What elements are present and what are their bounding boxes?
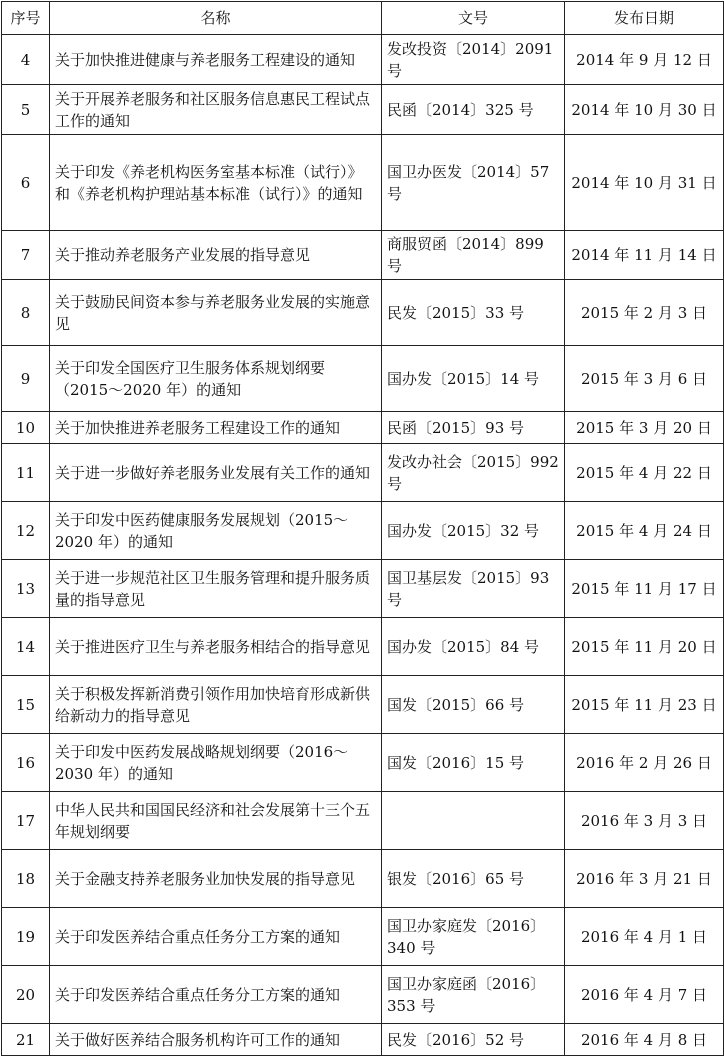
cell-no: 13	[2, 560, 50, 618]
header-date: 发布日期	[565, 2, 724, 35]
table-header	[2, 2, 724, 35]
cell-date: 2015 年 4 月 22 日	[565, 444, 724, 502]
cell-no: 19	[2, 908, 50, 966]
table-row	[2, 444, 724, 502]
cell-name: 关于印发中医药发展战略规划纲要（2016～2030 年）的通知	[50, 734, 382, 792]
cell-date: 2015 年 2 月 3 日	[565, 280, 724, 346]
cell-date: 2015 年 11 月 23 日	[565, 676, 724, 734]
cell-no: 7	[2, 231, 50, 280]
cell-doc	[382, 792, 565, 850]
cell-no: 10	[2, 412, 50, 444]
table-row	[2, 908, 724, 966]
cell-name: 关于印发《养老机构医务室基本标准（试行）》和《养老机构护理站基本标准（试行）》的通知	[50, 135, 382, 231]
cell-no: 14	[2, 618, 50, 676]
cell-name: 关于印发医养结合重点任务分工方案的通知	[50, 908, 382, 966]
cell-doc: 民函〔2015〕93 号	[382, 412, 565, 444]
cell-no: 16	[2, 734, 50, 792]
cell-no: 18	[2, 850, 50, 908]
cell-doc: 国卫基层发〔2015〕93 号	[382, 560, 565, 618]
cell-doc: 国发〔2015〕66 号	[382, 676, 565, 734]
table-row	[2, 135, 724, 231]
cell-no: 6	[2, 135, 50, 231]
table-row	[2, 346, 724, 412]
cell-name: 关于推进医疗卫生与养老服务相结合的指导意见	[50, 618, 382, 676]
cell-name: 关于积极发挥新消费引领作用加快培育形成新供给新动力的指导意见	[50, 676, 382, 734]
cell-no: 9	[2, 346, 50, 412]
table-row	[2, 618, 724, 676]
table-row	[2, 231, 724, 280]
table-row	[2, 85, 724, 135]
cell-no: 15	[2, 676, 50, 734]
table-row	[2, 1024, 724, 1056]
cell-doc: 商服贸函〔2014〕899 号	[382, 231, 565, 280]
cell-doc: 银发〔2016〕65 号	[382, 850, 565, 908]
cell-doc: 国办发〔2015〕14 号	[382, 346, 565, 412]
cell-doc: 国卫办家庭函〔2016〕353 号	[382, 966, 565, 1024]
table-row	[2, 35, 724, 85]
cell-doc: 国办发〔2015〕32 号	[382, 502, 565, 560]
cell-date: 2016 年 3 月 3 日	[565, 792, 724, 850]
cell-name: 关于金融支持养老服务业加快发展的指导意见	[50, 850, 382, 908]
table-row	[2, 792, 724, 850]
cell-name: 关于印发医养结合重点任务分工方案的通知	[50, 966, 382, 1024]
table-body	[2, 35, 724, 1056]
table-row	[2, 502, 724, 560]
cell-no: 4	[2, 35, 50, 85]
cell-doc: 国卫办医发〔2014〕57 号	[382, 135, 565, 231]
cell-no: 20	[2, 966, 50, 1024]
cell-name: 关于做好医养结合服务机构许可工作的通知	[50, 1024, 382, 1056]
table-row	[2, 676, 724, 734]
cell-doc: 民发〔2015〕33 号	[382, 280, 565, 346]
cell-name: 关于加快推进健康与养老服务工程建设的通知	[50, 35, 382, 85]
cell-date: 2016 年 2 月 26 日	[565, 734, 724, 792]
cell-date: 2015 年 11 月 20 日	[565, 618, 724, 676]
table-row	[2, 850, 724, 908]
cell-date: 2014 年 10 月 31 日	[565, 135, 724, 231]
cell-doc: 发改投资〔2014〕2091 号	[382, 35, 565, 85]
cell-date: 2015 年 11 月 17 日	[565, 560, 724, 618]
cell-doc: 发改办社会〔2015〕992 号	[382, 444, 565, 502]
header-row	[2, 2, 724, 35]
cell-name: 关于开展养老服务和社区服务信息惠民工程试点工作的通知	[50, 85, 382, 135]
cell-date: 2014 年 10 月 30 日	[565, 85, 724, 135]
cell-date: 2015 年 3 月 6 日	[565, 346, 724, 412]
cell-name: 关于进一步做好养老服务业发展有关工作的通知	[50, 444, 382, 502]
table-row	[2, 966, 724, 1024]
header-no: 序号	[2, 2, 50, 35]
cell-name: 关于推动养老服务产业发展的指导意见	[50, 231, 382, 280]
cell-name: 关于印发中医药健康服务发展规划（2015～2020 年）的通知	[50, 502, 382, 560]
cell-name: 关于鼓励民间资本参与养老服务业发展的实施意见	[50, 280, 382, 346]
table-row	[2, 734, 724, 792]
cell-doc: 国卫办家庭发〔2016〕340 号	[382, 908, 565, 966]
table-row	[2, 560, 724, 618]
cell-date: 2016 年 4 月 1 日	[565, 908, 724, 966]
cell-date: 2015 年 4 月 24 日	[565, 502, 724, 560]
cell-doc: 民发〔2016〕52 号	[382, 1024, 565, 1056]
table-row	[2, 412, 724, 444]
cell-name: 中华人民共和国国民经济和社会发展第十三个五年规划纲要	[50, 792, 382, 850]
cell-date: 2015 年 3 月 20 日	[565, 412, 724, 444]
cell-name: 关于进一步规范社区卫生服务管理和提升服务质量的指导意见	[50, 560, 382, 618]
cell-date: 2016 年 4 月 7 日	[565, 966, 724, 1024]
cell-date: 2016 年 4 月 8 日	[565, 1024, 724, 1056]
header-doc: 文号	[382, 2, 565, 35]
cell-no: 11	[2, 444, 50, 502]
cell-doc: 民函〔2014〕325 号	[382, 85, 565, 135]
table-row	[2, 280, 724, 346]
header-name: 名称	[50, 2, 382, 35]
cell-date: 2014 年 11 月 14 日	[565, 231, 724, 280]
policy-table	[1, 1, 724, 1056]
cell-no: 21	[2, 1024, 50, 1056]
cell-doc: 国发〔2016〕15 号	[382, 734, 565, 792]
cell-no: 5	[2, 85, 50, 135]
cell-name: 关于印发全国医疗卫生服务体系规划纲要（2015～2020 年）的通知	[50, 346, 382, 412]
cell-date: 2014 年 9 月 12 日	[565, 35, 724, 85]
cell-doc: 国办发〔2015〕84 号	[382, 618, 565, 676]
cell-name: 关于加快推进养老服务工程建设工作的通知	[50, 412, 382, 444]
cell-no: 12	[2, 502, 50, 560]
cell-no: 8	[2, 280, 50, 346]
cell-no: 17	[2, 792, 50, 850]
cell-date: 2016 年 3 月 21 日	[565, 850, 724, 908]
